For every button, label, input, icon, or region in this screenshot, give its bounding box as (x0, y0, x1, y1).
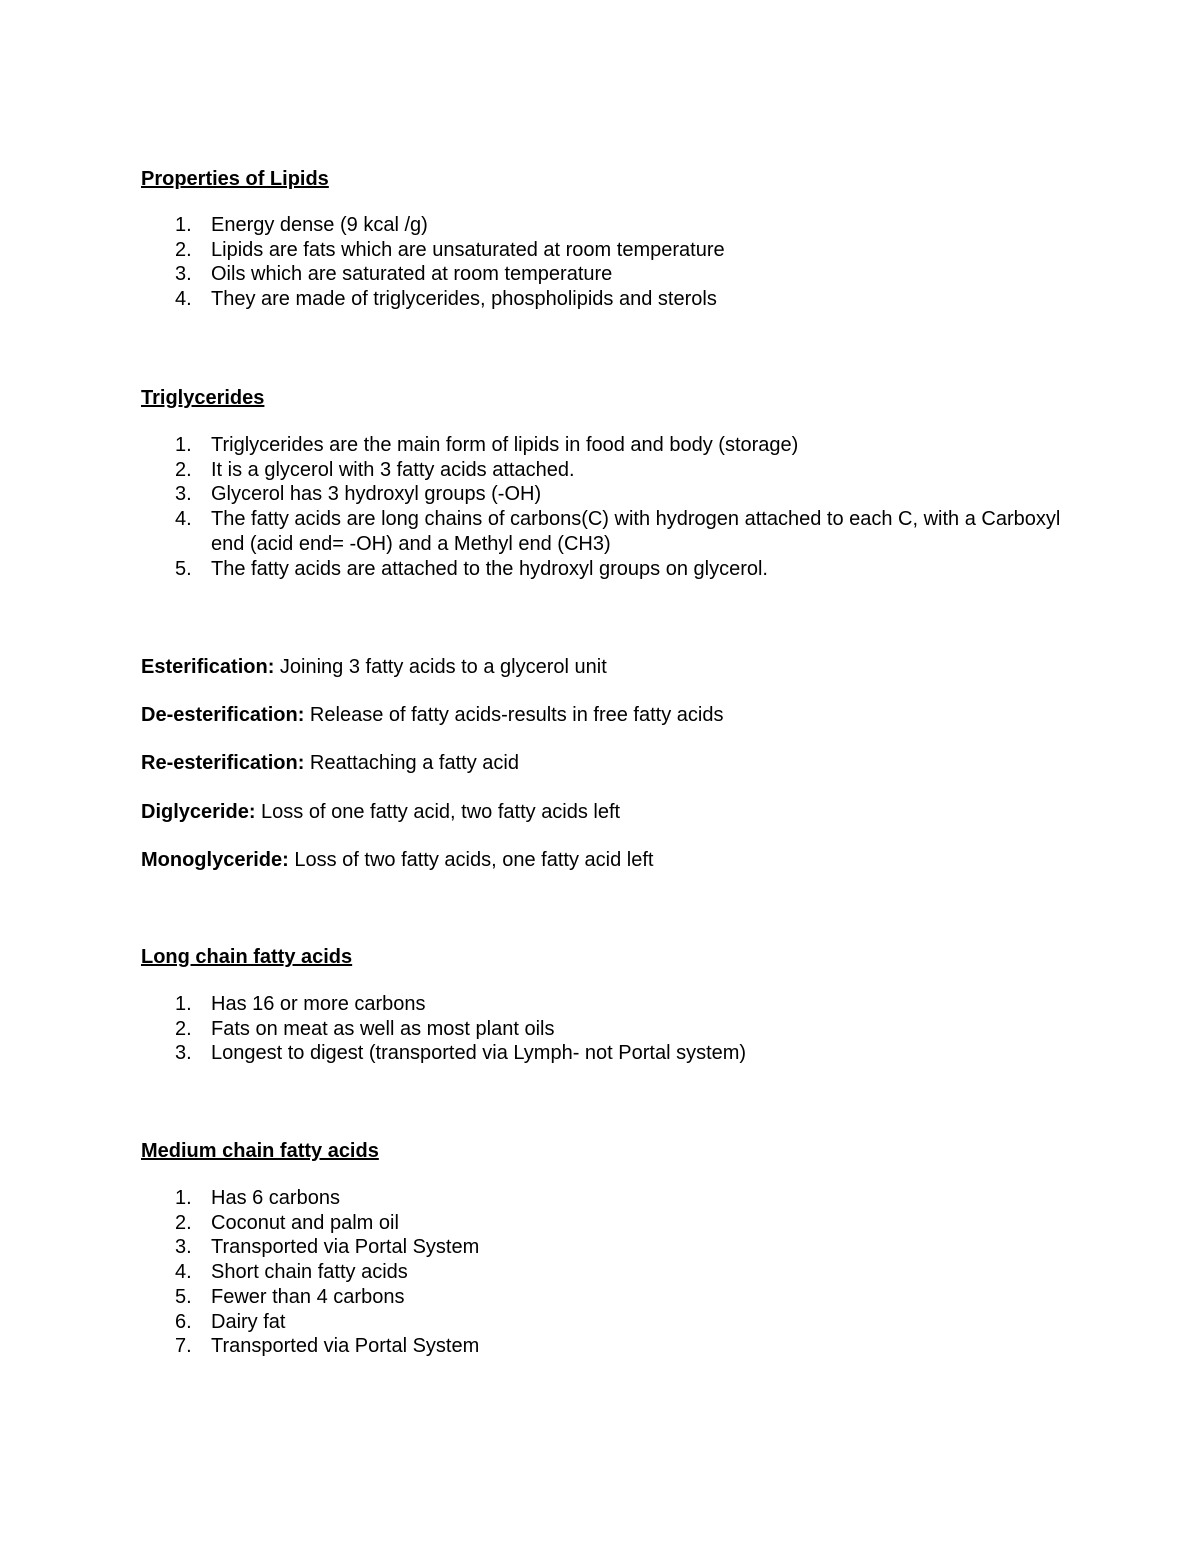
definition-term: Esterification: (141, 656, 275, 678)
list-number: 2. (175, 1017, 192, 1040)
list-item-text: They are made of triglycerides, phospholipids and sterols (211, 288, 717, 311)
list-item-text: Fats on meat as well as most plant oils (211, 1017, 555, 1040)
list-number: 4. (175, 1261, 192, 1284)
list-number: 2. (175, 238, 192, 261)
definition-text: Loss of one fatty acid, two fatty acids left (255, 801, 621, 823)
list-item (141, 1260, 1061, 1285)
list-item (141, 287, 1061, 312)
definition-text: Loss of two fatty acids, one fatty acid left (288, 849, 654, 871)
list-number: 2. (175, 1211, 192, 1234)
list-medium-chain (141, 1186, 1061, 1359)
list-item (141, 557, 1061, 582)
list-number: 2. (175, 458, 192, 481)
list-item (141, 1017, 1061, 1042)
definition-diglyceride (141, 800, 620, 824)
list-number: 4. (175, 508, 192, 531)
list-item-text: Coconut and palm oil (211, 1211, 399, 1234)
list-item (141, 1211, 1061, 1236)
definition-de-esterification (141, 703, 723, 727)
list-item (141, 1285, 1061, 1310)
list-item-text: It is a glycerol with 3 fatty acids attached. (211, 458, 575, 481)
definition-text: Release of fatty acids-results in free fatty acids (304, 704, 724, 726)
list-number: 6. (175, 1310, 192, 1333)
heading-properties-of-lipids: Properties of Lipids (141, 168, 329, 190)
list-number: 1. (175, 214, 192, 236)
list-number: 5. (175, 557, 192, 580)
list-number: 3. (175, 483, 192, 506)
list-number: 3. (175, 1236, 192, 1259)
list-item-text: Energy dense (9 kcal /g) (211, 214, 428, 236)
definition-text: Reattaching a fatty acid (304, 752, 519, 774)
definition-term: De-esterification: (141, 704, 305, 726)
list-item-text: Glycerol has 3 hydroxyl groups (-OH) (211, 483, 542, 506)
heading-triglycerides: Triglycerides (141, 387, 265, 409)
list-item-text: Transported via Portal System (211, 1335, 480, 1358)
list-item (141, 1310, 1061, 1335)
list-item (141, 262, 1061, 287)
list-item-text: Lipids are fats which are unsaturated at room temperature (211, 238, 725, 261)
definition-term: Monoglyceride: (141, 849, 289, 871)
list-properties (141, 213, 1061, 312)
list-item-text: Oils which are saturated at room temperature (211, 263, 613, 286)
list-long-chain (141, 992, 1061, 1066)
list-item (141, 433, 1061, 458)
list-item (141, 1186, 1061, 1211)
list-number: 4. (175, 288, 192, 311)
heading-medium-chain-fatty-acids: Medium chain fatty acids (141, 1140, 379, 1162)
list-number: 1. (175, 434, 192, 456)
list-item-text: Has 16 or more carbons (211, 993, 426, 1015)
list-item (141, 458, 1061, 483)
list-number: 7. (175, 1335, 192, 1358)
definition-re-esterification (141, 751, 519, 775)
list-item-text: The fatty acids are attached to the hydroxyl groups on glycerol. (211, 557, 768, 580)
heading-long-chain-fatty-acids: Long chain fatty acids (141, 946, 353, 968)
list-number: 3. (175, 1042, 192, 1065)
list-number: 1. (175, 993, 192, 1015)
list-item (141, 507, 1061, 556)
list-item (141, 213, 1061, 238)
list-item-text: Dairy fat (211, 1310, 286, 1333)
list-item-text: Short chain fatty acids (211, 1261, 408, 1284)
definition-term: Diglyceride: (141, 801, 256, 823)
list-item (141, 1334, 1061, 1359)
list-item-text: Fewer than 4 carbons (211, 1285, 405, 1308)
definition-monoglyceride (141, 848, 653, 872)
list-triglycerides (141, 433, 1061, 581)
list-item (141, 238, 1061, 263)
list-number: 3. (175, 263, 192, 286)
list-item-text: Longest to digest (transported via Lymph- not Portal system) (211, 1042, 747, 1065)
definition-text: Joining 3 fatty acids to a glycerol unit (274, 656, 607, 678)
definition-esterification (141, 655, 607, 679)
list-item (141, 1235, 1061, 1260)
list-item-text: Has 6 carbons (211, 1187, 340, 1209)
list-item (141, 992, 1061, 1017)
list-item (141, 482, 1061, 507)
list-item-text: Triglycerides are the main form of lipids in food and body (storage) (211, 434, 799, 456)
list-item (141, 1041, 1061, 1066)
definition-term: Re-esterification: (141, 752, 305, 774)
list-item-text: The fatty acids are long chains of carbons(C) with hydrogen attached to each C, with a Carboxyl end (acid end= -OH) and a Methyl end (CH3) (211, 508, 1061, 555)
list-number: 1. (175, 1187, 192, 1209)
list-item-text: Transported via Portal System (211, 1236, 480, 1259)
list-number: 5. (175, 1285, 192, 1308)
